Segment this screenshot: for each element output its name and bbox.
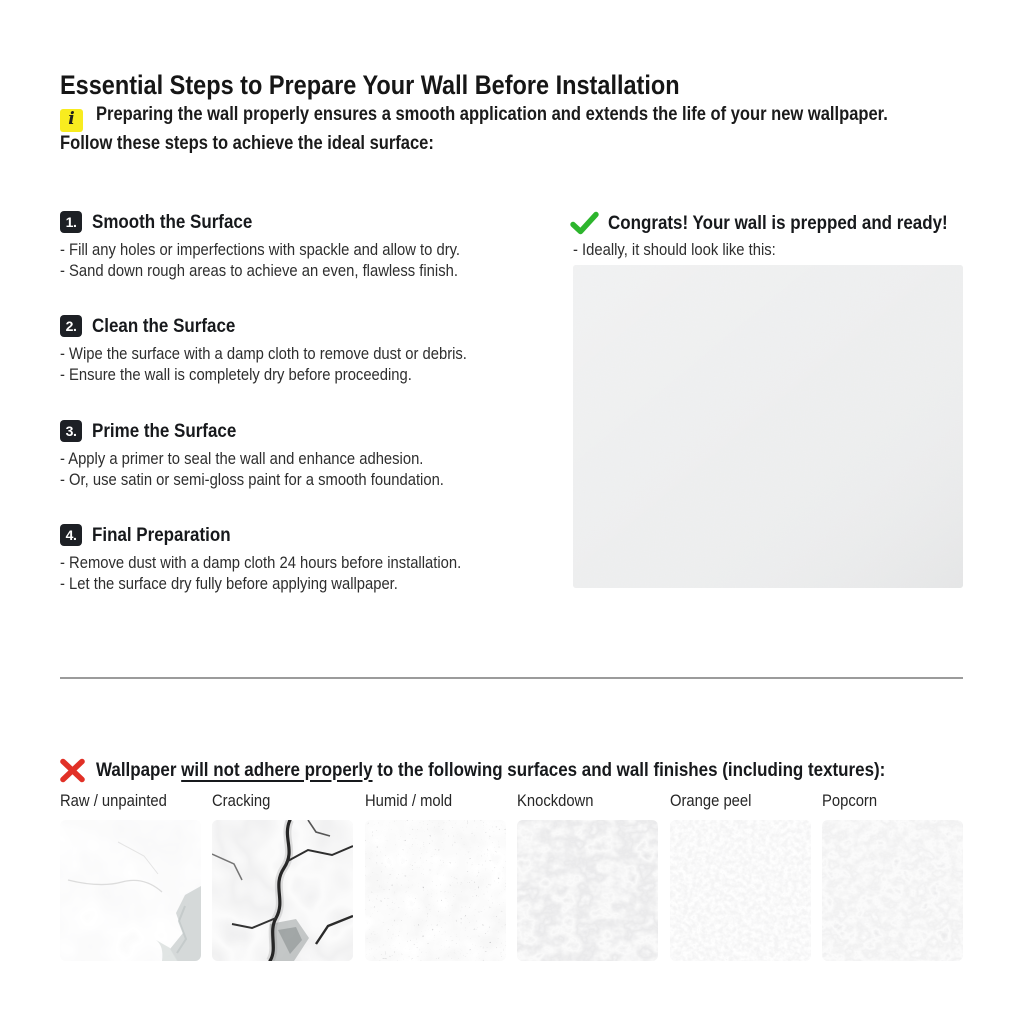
- section-divider: [60, 677, 963, 679]
- step-item-4: [60, 524, 530, 594]
- warning-emphasis: will not adhere properly: [181, 758, 373, 781]
- step-bullet: - Let the surface dry fully before applying wallpaper.: [60, 573, 398, 593]
- surface-item-cracking: [212, 791, 353, 961]
- step-number-badge: 4.: [60, 524, 82, 546]
- step-bullet: - Sand down rough areas to achieve an even, flawless finish.: [60, 260, 458, 280]
- step-bullet: - Wipe the surface with a damp cloth to remove dust or debris.: [60, 344, 467, 363]
- surface-label: Popcorn: [822, 791, 878, 810]
- page-title: Essential Steps to Prepare Your Wall Before Installation: [60, 70, 680, 101]
- warning-heading: [59, 757, 1003, 783]
- step-title: Clean the Surface: [92, 314, 236, 337]
- success-subtitle: - Ideally, it should look like this:: [573, 240, 776, 259]
- surface-label: Raw / unpainted: [60, 791, 167, 810]
- surface-thumbnail-raw-unpainted: [60, 820, 201, 961]
- intro-paragraph: [60, 103, 1006, 157]
- step-title: Prime the Surface: [92, 419, 237, 442]
- step-item-2: [60, 315, 530, 385]
- warning-prefix: Wallpaper: [96, 758, 182, 781]
- surface-item-orange-peel: [670, 791, 811, 961]
- surface-thumbnail-cracking: [212, 820, 353, 961]
- step-bullet: - Ensure the wall is completely dry before proceeding.: [60, 364, 412, 384]
- surface-thumbnail-orange-peel: [670, 820, 811, 961]
- surface-item-popcorn: [822, 791, 963, 961]
- success-title: Congrats! Your wall is prepped and ready!: [608, 211, 948, 234]
- step-item-1: [60, 211, 530, 281]
- surface-label: Humid / mold: [365, 791, 453, 810]
- step-item-3: [60, 420, 530, 490]
- warning-text: [96, 759, 885, 782]
- surface-thumbnail-humid-mold: [365, 820, 506, 961]
- surface-item-raw-unpainted: [60, 791, 201, 961]
- surface-thumbnail-popcorn: [822, 820, 963, 961]
- step-title: Smooth the Surface: [92, 210, 253, 233]
- intro-line-2: Follow these steps to achieve the ideal surface:: [60, 133, 434, 154]
- surface-item-knockdown: [517, 791, 658, 961]
- prepped-wall-preview-image: [573, 265, 963, 588]
- surface-label: Orange peel: [670, 791, 752, 810]
- step-bullet: - Remove dust with a damp cloth 24 hours before installation.: [60, 553, 462, 572]
- surface-thumbnail-knockdown: [517, 820, 658, 961]
- step-number-badge: 2.: [60, 315, 82, 337]
- step-bullet: - Apply a primer to seal the wall and enhance adhesion.: [60, 449, 424, 468]
- step-title: Final Preparation: [92, 523, 231, 546]
- warning-suffix: to the following surfaces and wall finishes (including textures):: [372, 758, 886, 781]
- checkmark-icon: [570, 211, 599, 235]
- step-number-badge: 1.: [60, 211, 82, 233]
- step-bullet: - Fill any holes or imperfections with spackle and allow to dry.: [60, 240, 461, 259]
- success-heading: [570, 211, 998, 235]
- step-number-badge: 3.: [60, 420, 82, 442]
- intro-line-1: Preparing the wall properly ensures a smooth application and extends the life of your new wallpaper.: [96, 104, 888, 125]
- surface-label: Cracking: [212, 791, 271, 810]
- info-icon: i: [60, 109, 83, 132]
- surface-item-humid-mold: [365, 791, 506, 961]
- surface-label: Knockdown: [517, 791, 594, 810]
- cross-icon: [59, 758, 86, 783]
- step-bullet: - Or, use satin or semi-gloss paint for a smooth foundation.: [60, 469, 444, 489]
